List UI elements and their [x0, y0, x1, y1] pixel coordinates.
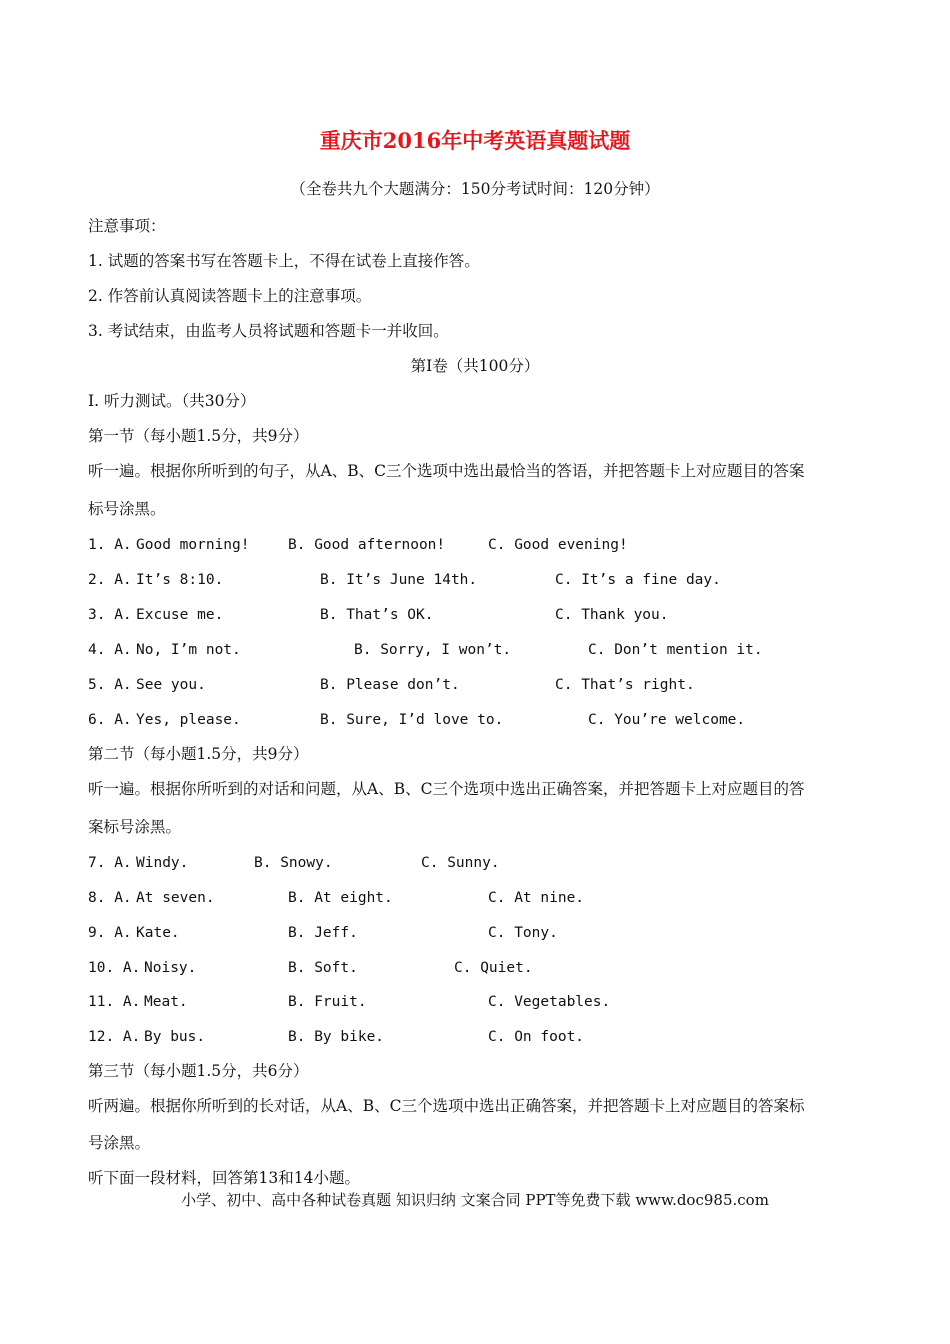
option-c: C. Quiet. [454, 960, 533, 976]
option-a: Windy. [136, 855, 189, 871]
question-number: 1. A. [88, 537, 132, 553]
option-b: B. Please don’t. [320, 677, 460, 693]
option-a: Good morning! [136, 537, 250, 553]
option-a: It’s 8:10. [136, 572, 224, 588]
option-a: Meat. [144, 994, 188, 1010]
option-c: C. It’s a fine day. [555, 572, 721, 588]
question-number: 7. A. [88, 855, 132, 871]
section-instruction: 案标号涂黑。 [88, 818, 182, 836]
notice-item: 2. 作答前认真阅读答题卡上的注意事项。 [88, 287, 372, 305]
option-a: Yes, please. [136, 712, 241, 728]
question-number: 8. A. [88, 890, 132, 906]
volume-heading: 第I卷（共100分） [410, 357, 540, 375]
option-b: B. Good afternoon! [288, 537, 446, 553]
option-b: B. That’s OK. [320, 607, 434, 623]
option-c: C. That’s right. [555, 677, 695, 693]
question-number: 9. A. [88, 925, 132, 941]
option-b: B. Sure, I’d love to. [320, 712, 504, 728]
option-b: B. Snowy. [254, 855, 333, 871]
option-a: Noisy. [144, 960, 197, 976]
exam-subtitle: （全卷共九个大题满分：150分考试时间：120分钟） [290, 180, 660, 198]
question-number: 3. A. [88, 607, 132, 623]
question-number: 5. A. [88, 677, 132, 693]
option-b: B. Fruit. [288, 994, 367, 1010]
option-b: B. By bike. [288, 1029, 385, 1045]
question-number: 2. A. [88, 572, 132, 588]
material-note: 听下面一段材料，回答第13和14小题。 [88, 1169, 360, 1187]
question-number: 12. A. [88, 1029, 141, 1045]
section-instruction: 听两遍。根据你所听到的长对话，从A、B、C三个选项中选出正确答案，并把答题卡上对应题目的答案标 [88, 1097, 805, 1115]
option-c: C. Sunny. [421, 855, 500, 871]
notice-item: 3. 考试结束，由监考人员将试题和答题卡一并收回。 [88, 322, 449, 340]
section-instruction: 听一遍。根据你所听到的对话和问题，从A、B、C三个选项中选出正确答案，并把答题卡上对应题目的答 [88, 780, 805, 798]
notice-heading: 注意事项： [88, 217, 166, 235]
question-number: 11. A. [88, 994, 141, 1010]
option-c: C. At nine. [488, 890, 585, 906]
option-c: C. Vegetables. [488, 994, 611, 1010]
option-a: See you. [136, 677, 206, 693]
question-number: 4. A. [88, 642, 132, 658]
section-instruction: 标号涂黑。 [88, 500, 166, 518]
option-a: By bus. [144, 1029, 206, 1045]
option-a: At seven. [136, 890, 215, 906]
part-heading: I. 听力测试。（共30分） [88, 392, 256, 410]
option-b: B. Soft. [288, 960, 358, 976]
section-heading: 第一节（每小题1.5分，共9分） [88, 427, 309, 445]
question-number: 6. A. [88, 712, 132, 728]
notice-item: 1. 试题的答案书写在答题卡上，不得在试卷上直接作答。 [88, 252, 480, 270]
section-instruction: 听一遍。根据你所听到的句子，从A、B、C三个选项中选出最恰当的答语，并把答题卡上对应题目的答案 [88, 462, 805, 480]
section-heading: 第二节（每小题1.5分，共9分） [88, 745, 309, 763]
section-heading: 第三节（每小题1.5分，共6分） [88, 1062, 309, 1080]
option-b: B. Jeff. [288, 925, 358, 941]
option-c: C. Good evening! [488, 537, 628, 553]
section-instruction: 号涂黑。 [88, 1134, 151, 1152]
option-c: C. You’re welcome. [588, 712, 746, 728]
footer-text: 小学、初中、高中各种试卷真题 知识归纳 文案合同 PPT等免费下载 www.doc985.com [181, 1191, 769, 1209]
option-b: B. Sorry, I won’t. [354, 642, 512, 658]
option-c: C. Tony. [488, 925, 558, 941]
option-c: C. Thank you. [555, 607, 669, 623]
option-c: C. On foot. [488, 1029, 585, 1045]
option-c: C. Don’t mention it. [588, 642, 763, 658]
option-a: Kate. [136, 925, 180, 941]
page-title: 重庆市2016年中考英语真题试题 [319, 128, 631, 153]
option-a: No, I’m not. [136, 642, 241, 658]
option-a: Excuse me. [136, 607, 224, 623]
question-number: 10. A. [88, 960, 141, 976]
option-b: B. At eight. [288, 890, 393, 906]
option-b: B. It’s June 14th. [320, 572, 478, 588]
